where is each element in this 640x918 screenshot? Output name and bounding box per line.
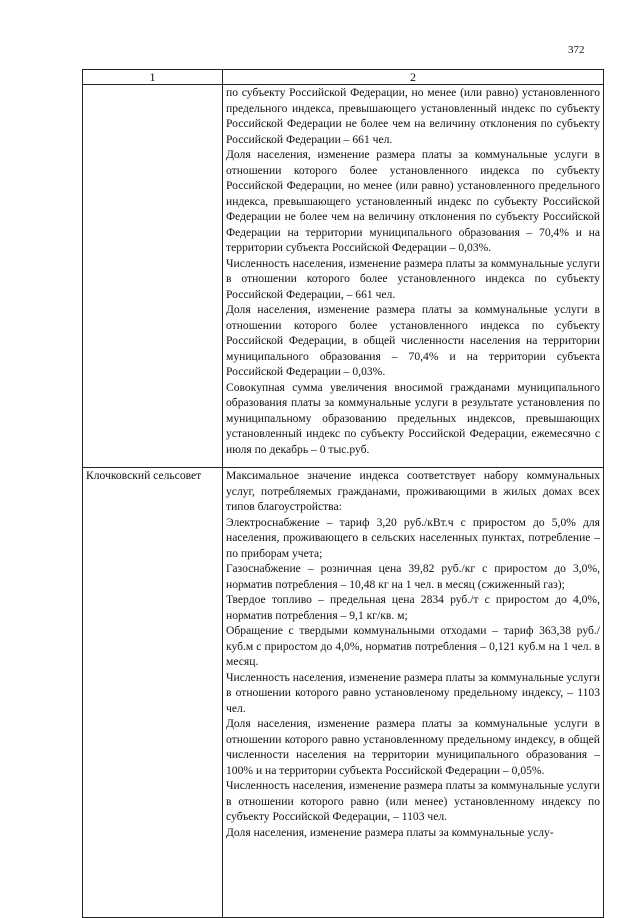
row-name-cell: Клочковский сельсовет bbox=[83, 468, 223, 918]
column-header-1: 1 bbox=[83, 70, 223, 85]
paragraph: Численность населения, изменение размера платы за коммунальные услуги в отношении которого равно (или менее) установленному индексу по субъекту Российской Федерации, – 1103 чел. bbox=[226, 779, 600, 823]
page-number: 372 bbox=[568, 44, 585, 56]
paragraph: по субъекту Российской Федерации, но менее (или равно) установленного предельного индекса, превышающего установленный индекс по субъекту Российской Федерации не более чем на величину отклонения по субъекту Российской Федерации – 661 чел. bbox=[226, 86, 600, 146]
paragraph: Доля населения, изменение размера платы за коммунальные услуги в отношении которого более установленного индекса по субъекту Российской Федерации, в общей численности населения на территории муниципального образования – 70,4% и на территории субъекта Российской Федерации – 0,03%. bbox=[226, 303, 600, 378]
row-name-cell bbox=[83, 85, 223, 468]
column-header-2: 2 bbox=[223, 70, 604, 85]
row-text-cell bbox=[223, 85, 604, 468]
paragraph: Электроснабжение – тариф 3,20 руб./кВт.ч с приростом до 5,0% для населения, проживающего в сельских населенных пунктах, потребление – по приборам учета; bbox=[226, 515, 600, 560]
paragraph: Численность населения, изменение размера платы за коммунальные услуги в отношении которого более установленного индекса по субъекту Российской Федерации, – 661 чел. bbox=[226, 256, 600, 301]
paragraph: Доля населения, изменение размера платы за коммунальные услу- bbox=[226, 825, 554, 839]
paragraph: Совокупная сумма увеличения вносимой гражданами муниципального образования платы за коммунальные услуги в результате установления по муниципальному образованию предельных индексов, превышающих установленный индекс по субъекту Российской Федерации, ежемесячно с июля по декабрь – 0 тыс.руб. bbox=[226, 380, 600, 456]
table-header-row bbox=[83, 70, 604, 85]
row-text-cell bbox=[223, 468, 604, 918]
paragraph: Твердое топливо – предельная цена 2834 руб./т с приростом до 4,0%, норматив потребления – 9,1 кг/кв. м; bbox=[226, 593, 600, 622]
paragraph: Доля населения, изменение размера платы за коммунальные услуги в отношении которого более установленного индекса по субъекту Российской Федерации, но менее (или равно) установленного предельного индекса, превышающего установленный индекс по субъекту Российской Федерации не более чем на величину отклонения по субъекту Российской Федерации на территории муниципального образования – 70,4% и на территории субъекта Российской Федерации – 0,03%. bbox=[226, 148, 600, 254]
paragraph: Максимальное значение индекса соответствует набору коммунальных услуг, потребляемых гражданами, проживающими в жилых домах всех типов благоустройства: bbox=[226, 469, 600, 513]
table-row bbox=[83, 468, 604, 918]
paragraph: Обращение с твердыми коммунальными отходами – тариф 363,38 руб./куб.м с приростом до 4,0%, норматив потребления – 0,121 куб.м на 1 чел. в месяц. bbox=[226, 624, 600, 668]
paragraph: Численность населения, изменение размера платы за коммунальные услуги в отношении которого равно установленому предельному индексу, – 1103 чел. bbox=[226, 670, 600, 715]
paragraph: Доля населения, изменение размера платы за коммунальные услуги в отношении которого равно установленному предельному индексу, в общей численности населения на территории муниципального образования – 100% и на территории субъекта Российской Федерации – 0,05%. bbox=[226, 717, 600, 777]
table-row bbox=[83, 85, 604, 468]
document-table bbox=[82, 69, 604, 918]
paragraph: Газоснабжение – розничная цена 39,82 руб./кг с приростом до 3,0%, норматив потребления – 10,48 кг на 1 чел. в месяц (сжиженный газ); bbox=[226, 562, 600, 591]
